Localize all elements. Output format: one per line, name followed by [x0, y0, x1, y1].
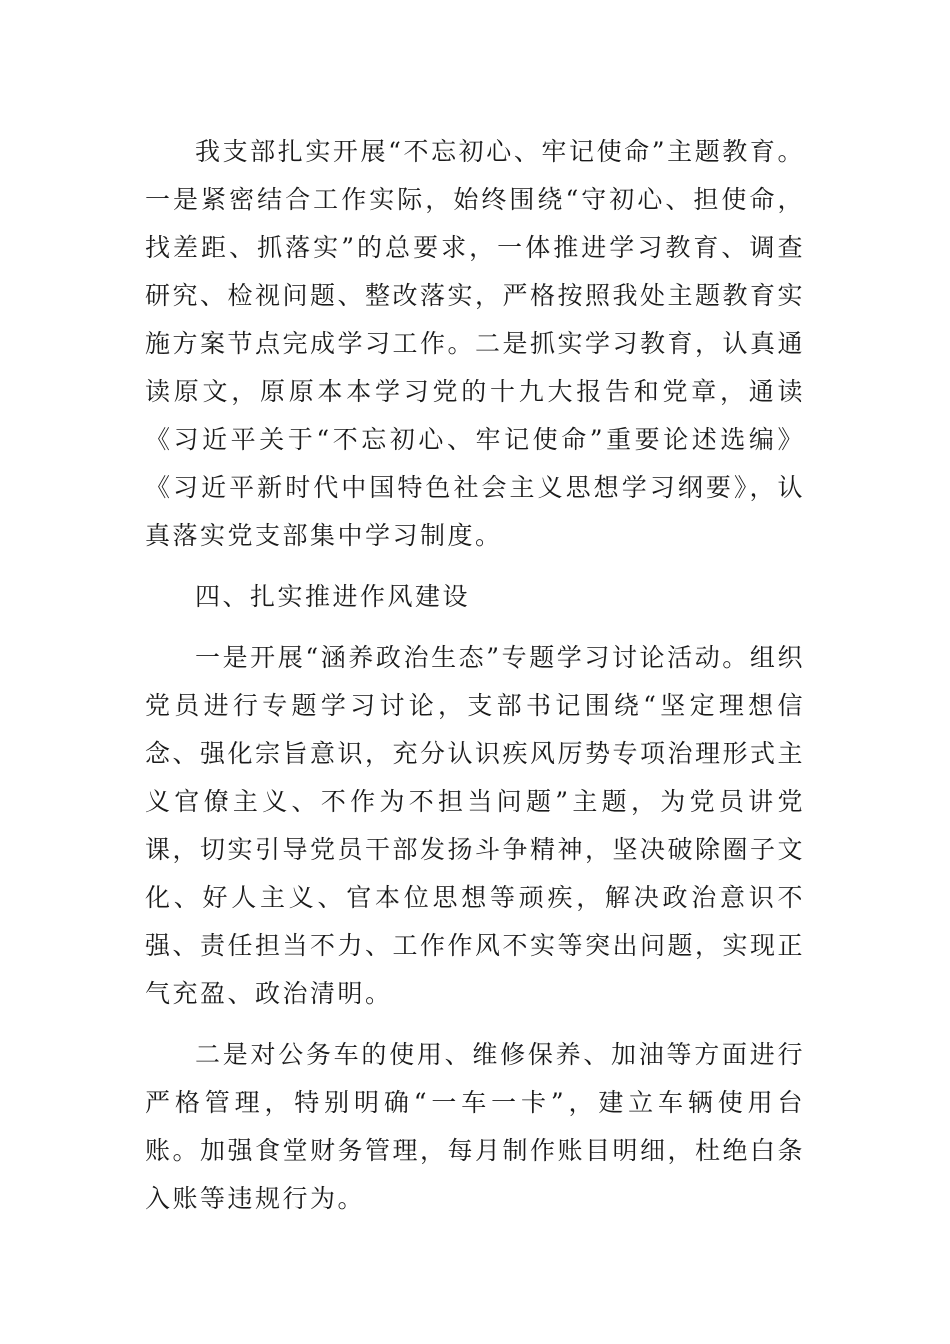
- paragraph-gap: [145, 621, 805, 634]
- paragraph-vehicle-management: 二是对公务车的使用、维修保养、加油等方面进行严格管理，特别明确“一车一卡”，建立车辆使用台账。加强食堂财务管理，每月制作账目明细，杜绝白条入账等违规行为。: [145, 1040, 806, 1213]
- paragraph-gap: [145, 560, 805, 573]
- paragraph-theme-education: 我支部扎实开展“不忘初心、牢记使命”主题教育。一是紧密结合工作实际，始终围绕“守初心、担使命，找差距、抓落实”的总要求，一体推进学习教育、调查研究、检视问题、整改落实，严格按照我处主题教育实施方案节点完成学习工作。二是抓实学习教育，认真通读原文，原原本本学习党的十九大报告和党章，通读《习近平关于“不忘初心、牢记使命”重要论述选编》《习近平新时代中国特色社会主义思想学习纲要》，认真落实党支部集中学习制度。: [145, 137, 806, 550]
- document-body: [145, 128, 805, 1223]
- paragraph-gap: [145, 1018, 805, 1031]
- section-heading-work-style: 四、扎实推进作风建设: [195, 582, 471, 611]
- paragraph-political-ecology: 一是开展“涵养政治生态”专题学习讨论活动。组织党员进行专题学习讨论，支部书记围绕“坚定理想信念、强化宗旨意识，充分认识疾风厉势专项治理形式主义官僚主义、不作为不担当问题”主题，为党员讲党课，切实引导党员干部发扬斗争精神，坚决破除圈子文化、好人主义、官本位思想等顽疾，解决政治意识不强、责任担当不力、工作作风不实等突出问题，实现正气充盈、政治清明。: [145, 643, 806, 1008]
